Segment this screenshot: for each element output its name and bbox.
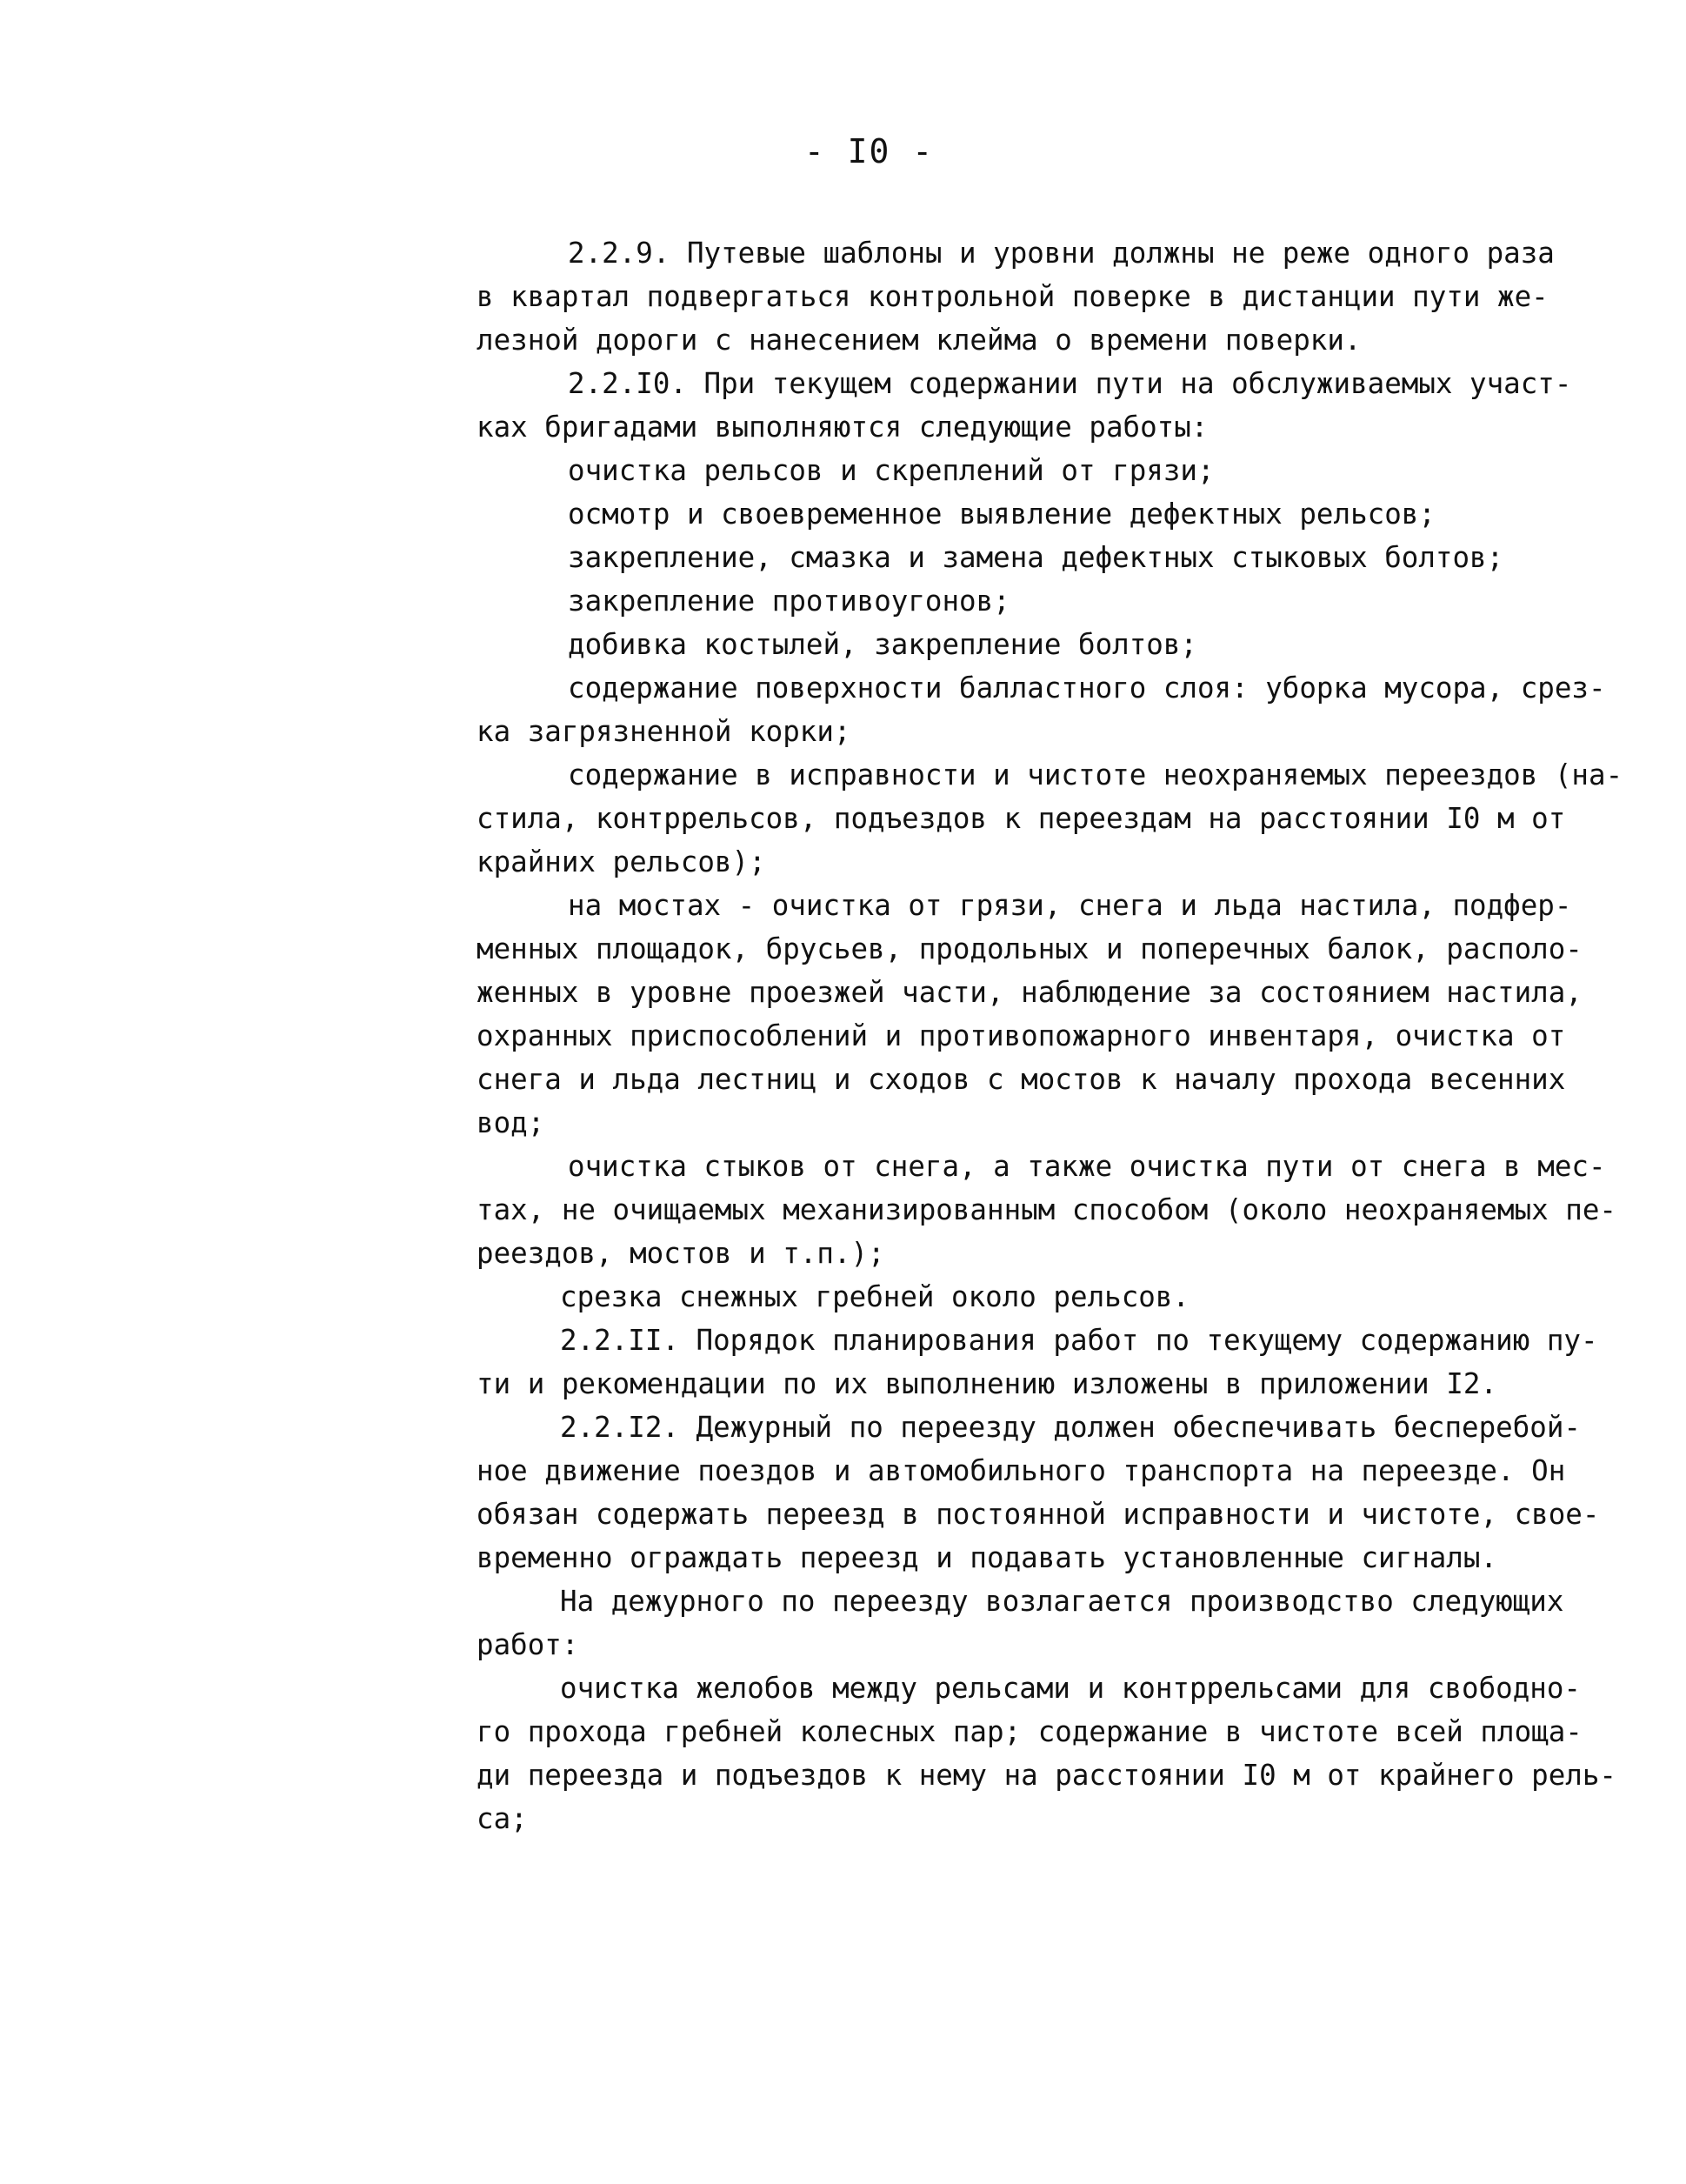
text-line: содержание в исправности и чистоте неохраняемых переездов (на- xyxy=(568,758,1623,791)
text-line: очистка рельсов и скреплений от грязи; xyxy=(568,454,1215,487)
text-line: добивка костылей, закрепление болтов; xyxy=(568,628,1197,661)
text-line: ди переезда и подъездов к нему на расстоянии I0 м от крайнего рель- xyxy=(476,1759,1616,1792)
text-line: работ: xyxy=(476,1628,579,1661)
text-line: очистка стыков от снега, а также очистка пути от снега в мес- xyxy=(568,1150,1606,1183)
text-line: 2.2.II. Порядок планирования работ по текущему содержанию пу- xyxy=(560,1324,1598,1357)
text-line: вод; xyxy=(476,1106,545,1139)
text-line: ное движение поездов и автомобильного транспорта на переезде. Он xyxy=(476,1454,1566,1487)
text-line: снега и льда лестниц и сходов с мостов к началу прохода весенних xyxy=(476,1063,1566,1096)
text-line: охранных приспособлений и противопожарного инвентаря, очистка от xyxy=(476,1019,1566,1052)
text-line: тах, не очищаемых механизированным способом (около неохраняемых пе- xyxy=(476,1193,1616,1226)
body-text xyxy=(476,231,1642,1840)
text-line: менных площадок, брусьев, продольных и поперечных балок, располо- xyxy=(476,932,1583,965)
text-line: ти и рекомендации по их выполнению изложены в приложении I2. xyxy=(476,1367,1497,1400)
text-line: го прохода гребней колесных пар; содержание в чистоте всей площа- xyxy=(476,1715,1583,1748)
text-line: стила, контррельсов, подъездов к переездам на расстоянии I0 м от xyxy=(476,802,1566,835)
text-line: закрепление, смазка и замена дефектных стыковых болтов; xyxy=(568,541,1504,574)
text-line: лезной дороги с нанесением клейма о времени поверки. xyxy=(476,324,1362,357)
text-line: ках бригадами выполняются следующие работы: xyxy=(476,411,1209,444)
text-line: реездов, мостов и т.п.); xyxy=(476,1237,885,1270)
text-line: закрепление противоугонов; xyxy=(568,584,1010,618)
text-line: 2.2.I2. Дежурный по переезду должен обеспечивать бесперебой- xyxy=(560,1411,1581,1444)
text-line: са; xyxy=(476,1802,528,1835)
text-line: обязан содержать переезд в постоянной исправности и чистоте, свое- xyxy=(476,1498,1600,1531)
text-line: 2.2.I0. При текущем содержании пути на обслуживаемых участ- xyxy=(568,367,1572,400)
text-line: осмотр и своевременное выявление дефектных рельсов; xyxy=(568,498,1436,531)
text-line: На дежурного по переезду возлагается производство следующих xyxy=(560,1585,1564,1618)
text-line: женных в уровне проезжей части, наблюдение за состоянием настила, xyxy=(476,976,1583,1009)
text-line: очистка желобов между рельсами и контррельсами для свободно- xyxy=(560,1672,1581,1705)
text-line: содержание поверхности балластного слоя: уборка мусора, срез- xyxy=(568,671,1606,705)
text-line: на мостах - очистка от грязи, снега и льда настила, подфер- xyxy=(568,889,1572,922)
text-line: 2.2.9. Путевые шаблоны и уровни должны не реже одного раза xyxy=(568,237,1555,270)
text-line: в квартал подвергаться контрольной поверке в дистанции пути же- xyxy=(476,280,1549,313)
text-line: крайних рельсов); xyxy=(476,845,766,878)
text-line: срезка снежных гребней около рельсов. xyxy=(560,1280,1190,1313)
text-line: ка загрязненной корки; xyxy=(476,715,851,748)
page-number: - I0 - xyxy=(803,132,935,170)
text-line: временно ограждать переезд и подавать установленные сигналы. xyxy=(476,1541,1497,1574)
